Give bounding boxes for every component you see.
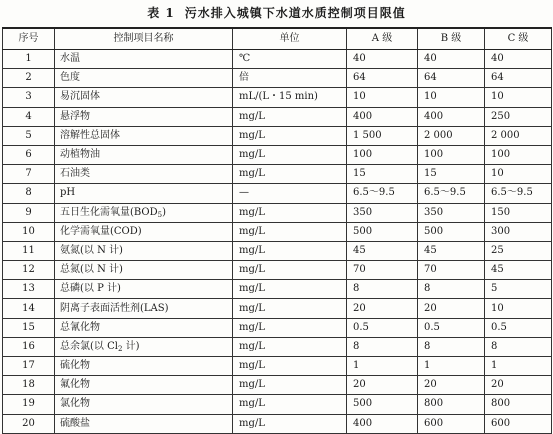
item-text: 硫酸盐	[60, 417, 90, 429]
row-number: 3	[3, 88, 55, 107]
grade-c-value: 10	[485, 165, 552, 184]
grade-b-value: 40	[418, 50, 485, 69]
grade-b-value: 1	[418, 357, 485, 376]
grade-b-value: 10	[418, 88, 485, 107]
unit-cell: mg/L	[233, 145, 347, 164]
unit-cell: mg/L	[233, 318, 347, 337]
grade-c-value: 10	[485, 88, 552, 107]
grade-a-value: 70	[347, 261, 418, 280]
control-item-name	[55, 184, 233, 203]
header-grade-b: B 级	[418, 28, 485, 50]
control-item-name	[55, 280, 233, 299]
item-text-tail: )	[162, 206, 167, 218]
row-number: 14	[3, 299, 55, 318]
grade-b-value: 20	[418, 299, 485, 318]
grade-c-value: 5	[485, 280, 552, 299]
grade-a-value: 6.5～9.5	[347, 184, 418, 203]
control-item-name	[55, 165, 233, 184]
table-number: 表 1	[147, 6, 175, 20]
water-quality-limits-table	[2, 27, 552, 434]
item-subscript: 2	[117, 344, 123, 353]
table-row	[3, 261, 552, 280]
grade-a-value: 400	[347, 414, 418, 433]
unit-cell: mg/L	[233, 203, 347, 222]
table-row	[3, 357, 552, 376]
row-number: 17	[3, 357, 55, 376]
control-item-name	[55, 318, 233, 337]
grade-a-value: 1	[347, 357, 418, 376]
control-item-name	[55, 299, 233, 318]
unit-cell: mL/(L・15 min)	[233, 88, 347, 107]
control-item-name	[55, 395, 233, 414]
table-title: 污水排入城镇下水道水质控制项目限值	[184, 6, 406, 20]
grade-a-value: 10	[347, 88, 418, 107]
grade-b-value: 2 000	[418, 126, 485, 145]
table-row	[3, 376, 552, 395]
table-row	[3, 395, 552, 414]
grade-a-value: 500	[347, 395, 418, 414]
grade-c-value: 0.5	[485, 318, 552, 337]
grade-a-value: 0.5	[347, 318, 418, 337]
item-subscript: 5	[157, 210, 163, 219]
item-text: 化学需氧量(COD)	[60, 225, 142, 237]
grade-c-value: 6.5～9.5	[485, 184, 552, 203]
grade-a-value: 8	[347, 337, 418, 356]
unit-cell: mg/L	[233, 107, 347, 126]
grade-c-value: 45	[485, 261, 552, 280]
row-number: 5	[3, 126, 55, 145]
table-row	[3, 299, 552, 318]
grade-a-value: 20	[347, 299, 418, 318]
grade-b-value: 0.5	[418, 318, 485, 337]
unit-cell: —	[233, 184, 347, 203]
grade-b-value: 400	[418, 107, 485, 126]
item-text: 水温	[60, 53, 80, 65]
grade-a-value: 45	[347, 241, 418, 260]
row-number: 18	[3, 376, 55, 395]
grade-a-value: 8	[347, 280, 418, 299]
grade-b-value: 20	[418, 376, 485, 395]
unit-cell: mg/L	[233, 414, 347, 433]
unit-cell: mg/L	[233, 241, 347, 260]
control-item-name	[55, 261, 233, 280]
item-text: 易沉固体	[60, 91, 100, 103]
unit-cell: mg/L	[233, 165, 347, 184]
header-item: 控制项目名称	[55, 28, 233, 50]
table-row	[3, 222, 552, 241]
table-row	[3, 203, 552, 222]
control-item-name	[55, 376, 233, 395]
grade-c-value: 100	[485, 145, 552, 164]
row-number: 1	[3, 50, 55, 69]
grade-c-value: 250	[485, 107, 552, 126]
item-text: 总氮(以 N 计)	[60, 264, 123, 276]
grade-c-value: 8	[485, 337, 552, 356]
table-row	[3, 107, 552, 126]
control-item-name	[55, 50, 233, 69]
control-item-name	[55, 414, 233, 433]
item-text: 动植物油	[60, 149, 100, 161]
grade-b-value: 45	[418, 241, 485, 260]
row-number: 9	[3, 203, 55, 222]
grade-c-value: 1	[485, 357, 552, 376]
grade-b-value: 8	[418, 280, 485, 299]
table-row	[3, 145, 552, 164]
unit-cell: mg/L	[233, 126, 347, 145]
item-text: 总磷(以 P 计)	[60, 283, 121, 295]
control-item-name	[55, 88, 233, 107]
grade-a-value: 15	[347, 165, 418, 184]
grade-b-value: 15	[418, 165, 485, 184]
unit-cell: ℃	[233, 50, 347, 69]
grade-c-value: 10	[485, 299, 552, 318]
table-row	[3, 337, 552, 356]
row-number: 8	[3, 184, 55, 203]
row-number: 2	[3, 69, 55, 88]
item-text: 溶解性总固体	[60, 129, 120, 141]
control-item-name	[55, 107, 233, 126]
item-text: 氯化物	[60, 398, 90, 410]
control-item-name	[55, 69, 233, 88]
header-grade-c: C 级	[485, 28, 552, 50]
grade-b-value: 350	[418, 203, 485, 222]
grade-c-value: 800	[485, 395, 552, 414]
grade-a-value: 1 500	[347, 126, 418, 145]
item-text: 五日生化需氧量(BOD	[60, 206, 158, 218]
row-number: 4	[3, 107, 55, 126]
control-item-name	[55, 222, 233, 241]
table-body	[3, 50, 552, 434]
row-number: 15	[3, 318, 55, 337]
grade-a-value: 64	[347, 69, 418, 88]
item-text-tail: 计)	[122, 340, 140, 352]
table-row	[3, 280, 552, 299]
table-caption	[0, 4, 553, 22]
table-row	[3, 318, 552, 337]
grade-c-value: 150	[485, 203, 552, 222]
grade-a-value: 40	[347, 50, 418, 69]
grade-b-value: 6.5～9.5	[418, 184, 485, 203]
grade-c-value: 2 000	[485, 126, 552, 145]
item-text: 氨氮(以 N 计)	[60, 244, 123, 256]
row-number: 13	[3, 280, 55, 299]
row-number: 19	[3, 395, 55, 414]
item-text: 总余氯(以 Cl	[60, 340, 118, 352]
grade-b-value: 600	[418, 414, 485, 433]
row-number: 16	[3, 337, 55, 356]
control-item-name	[55, 241, 233, 260]
grade-b-value: 70	[418, 261, 485, 280]
table-row	[3, 50, 552, 69]
item-text: pH	[60, 187, 76, 199]
item-text: 氟化物	[60, 379, 90, 391]
grade-c-value: 40	[485, 50, 552, 69]
unit-cell: mg/L	[233, 261, 347, 280]
grade-c-value: 25	[485, 241, 552, 260]
grade-b-value: 800	[418, 395, 485, 414]
grade-b-value: 100	[418, 145, 485, 164]
control-item-name	[55, 357, 233, 376]
table-row	[3, 126, 552, 145]
table-header-row	[3, 28, 552, 50]
row-number: 11	[3, 241, 55, 260]
grade-c-value: 600	[485, 414, 552, 433]
row-number: 12	[3, 261, 55, 280]
table-row	[3, 241, 552, 260]
header-unit: 单位	[233, 28, 347, 50]
grade-a-value: 500	[347, 222, 418, 241]
unit-cell: 倍	[233, 69, 347, 88]
control-item-name	[55, 145, 233, 164]
row-number: 6	[3, 145, 55, 164]
grade-b-value: 8	[418, 337, 485, 356]
grade-c-value: 20	[485, 376, 552, 395]
header-grade-a: A 级	[347, 28, 418, 50]
grade-b-value: 500	[418, 222, 485, 241]
row-number: 10	[3, 222, 55, 241]
unit-cell: mg/L	[233, 337, 347, 356]
item-text: 悬浮物	[60, 110, 90, 122]
header-no: 序号	[3, 28, 55, 50]
unit-cell: mg/L	[233, 395, 347, 414]
grade-c-value: 300	[485, 222, 552, 241]
grade-a-value: 400	[347, 107, 418, 126]
control-item-name	[55, 203, 233, 222]
unit-cell: mg/L	[233, 222, 347, 241]
item-text: 总氰化物	[60, 321, 100, 333]
grade-b-value: 64	[418, 69, 485, 88]
table-row	[3, 165, 552, 184]
table-row	[3, 414, 552, 433]
item-text: 色度	[60, 72, 80, 84]
unit-cell: mg/L	[233, 357, 347, 376]
control-item-name	[55, 337, 233, 356]
grade-c-value: 64	[485, 69, 552, 88]
table-row	[3, 184, 552, 203]
item-text: 阴离子表面活性剂(LAS)	[60, 302, 169, 314]
row-number: 7	[3, 165, 55, 184]
table-row	[3, 88, 552, 107]
table-row	[3, 69, 552, 88]
unit-cell: mg/L	[233, 299, 347, 318]
item-text: 石油类	[60, 168, 90, 180]
grade-a-value: 20	[347, 376, 418, 395]
row-number: 20	[3, 414, 55, 433]
unit-cell: mg/L	[233, 376, 347, 395]
item-text: 硫化物	[60, 360, 90, 372]
grade-a-value: 350	[347, 203, 418, 222]
unit-cell: mg/L	[233, 280, 347, 299]
control-item-name	[55, 126, 233, 145]
grade-a-value: 100	[347, 145, 418, 164]
